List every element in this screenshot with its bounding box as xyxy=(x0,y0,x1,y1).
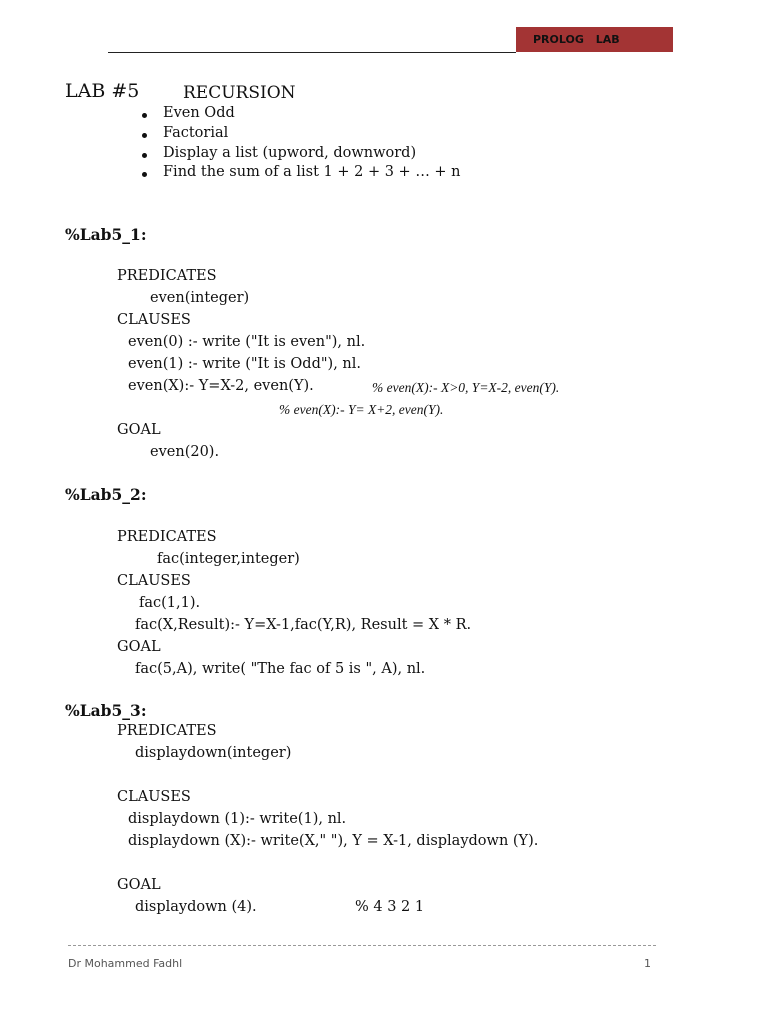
clause-line: fac(X,Result):- Y=X-1,fac(Y,R), Result = X * R. xyxy=(135,617,472,633)
clauses-keyword: CLAUSES xyxy=(117,573,191,589)
clause-line: displaydown (X):- write(X," "), Y = X-1, displaydown (Y). xyxy=(128,833,539,849)
predicate-decl: even(integer) xyxy=(150,290,250,306)
header-badge xyxy=(516,27,673,52)
code-comment: % even(X):- X>0, Y=X-2, even(Y). xyxy=(372,380,560,395)
clause-line: even(X):- Y=X-2, even(Y). xyxy=(128,378,314,394)
goal-line: fac(5,A), write( "The fac of 5 is ", A), nl. xyxy=(135,661,426,677)
footer-rule xyxy=(68,945,656,946)
predicates-keyword: PREDICATES xyxy=(117,268,217,284)
topic-item: Even Odd xyxy=(163,105,235,121)
header-label: PROLOG LAB xyxy=(533,33,620,46)
topic-item: Display a list (upword, downword) xyxy=(163,145,417,161)
header-rule xyxy=(108,52,516,53)
lab-title: LAB #5 xyxy=(65,80,140,102)
predicate-decl: displaydown(integer) xyxy=(135,745,292,761)
code-comment: % even(X):- Y= X+2, even(Y). xyxy=(279,402,444,417)
predicates-keyword: PREDICATES xyxy=(117,723,217,739)
clauses-keyword: CLAUSES xyxy=(117,312,191,328)
goal-keyword: GOAL xyxy=(117,422,161,438)
lab-topic-title: RECURSION xyxy=(183,83,296,103)
goal-keyword: GOAL xyxy=(117,877,161,893)
page-number: 1 xyxy=(644,957,651,970)
footer-author: Dr Mohammed Fadhl xyxy=(68,957,183,970)
clauses-keyword: CLAUSES xyxy=(117,789,191,805)
clause-line: fac(1,1). xyxy=(139,595,201,611)
topic-item: Find the sum of a list 1 + 2 + 3 + … + n xyxy=(163,164,461,180)
section-heading-lab5-1: %Lab5_1: xyxy=(65,225,147,244)
predicates-keyword: PREDICATES xyxy=(117,529,217,545)
clause-line: even(1) :- write ("It is Odd"), nl. xyxy=(128,356,361,372)
topic-item: Factorial xyxy=(163,125,229,141)
goal-line: displaydown (4). xyxy=(135,899,257,915)
predicate-decl: fac(integer,integer) xyxy=(157,551,300,567)
section-heading-lab5-3: %Lab5_3: xyxy=(65,701,147,720)
goal-line: even(20). xyxy=(150,444,220,460)
section-heading-lab5-2: %Lab5_2: xyxy=(65,485,147,504)
goal-keyword: GOAL xyxy=(117,639,161,655)
clause-line: displaydown (1):- write(1), nl. xyxy=(128,811,347,827)
code-comment: % 4 3 2 1 xyxy=(355,899,425,915)
clause-line: even(0) :- write ("It is even"), nl. xyxy=(128,334,366,350)
